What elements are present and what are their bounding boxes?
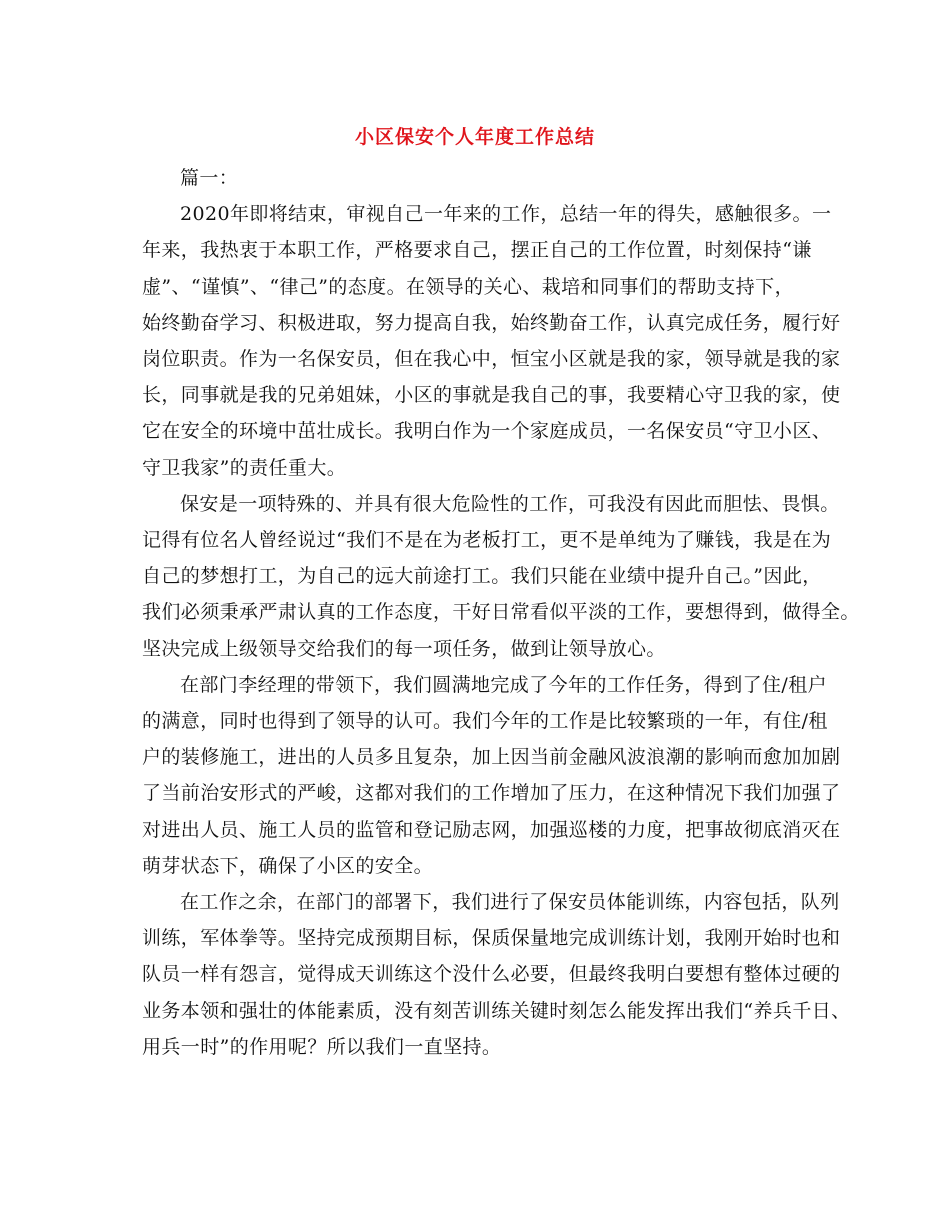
document-body [142, 160, 860, 1065]
paragraph-line: 保安是一项特殊的、并具有很大危险性的工作，可我没有因此而胆怯、畏惧。 [180, 492, 840, 515]
paragraph-4 [142, 884, 851, 1065]
section-heading-text: 篇一： [180, 167, 239, 189]
paragraph-1 [142, 196, 841, 486]
paragraph-line: 它在安全的环境中茁壮成长。我明白作为一个家庭成员，一名保安员“守卫小区、 [142, 420, 832, 443]
paragraph-line: 长，同事就是我的兄弟姐妹，小区的事就是我自己的事，我要精心守卫我的家，使 [142, 384, 841, 407]
paragraph-line: 在工作之余，在部门的部署下，我们进行了保安员体能训练，内容包括，队列 [180, 891, 840, 914]
paragraph-line: 自己的梦想打工，为自己的远大前途打工。我们只能在业绩中提升自己。”因此， [142, 565, 822, 588]
document-title: 小区保安个人年度工作总结 [354, 126, 595, 148]
paragraph-line: 虚”、“谨慎”、“律己”的态度。在领导的关心、栽培和同事们的帮助支持下， [142, 275, 794, 298]
paragraph-line: 业务本领和强壮的体能素质，没有刻苦训练关键时刻怎么能发挥出我们“养兵千日、 [142, 999, 851, 1022]
paragraph-line: 我们必须秉承严肃认真的工作态度，干好日常看似平淡的工作，要想得到，做得全。 [142, 601, 860, 624]
paragraph-line: 守卫我家”的责任重大。 [142, 456, 347, 479]
paragraph-line: 用兵一时”的作用呢？所以我们一直坚持。 [142, 1035, 502, 1058]
paragraph-line: 始终勤奋学习、积极进取，努力提高自我，始终勤奋工作，认真完成任务，履行好 [142, 311, 841, 334]
paragraph-line: 岗位职责。作为一名保安员，但在我心中，恒宝小区就是我的家，领导就是我的家 [142, 348, 841, 371]
paragraph-line: 训练，军体拳等。坚持完成预期目标，保质保量地完成训练计划，我刚开始时也和 [142, 927, 841, 950]
paragraph-line: 年来，我热衷于本职工作，严格要求自己，摆正自己的工作位置，时刻保持“谦 [142, 239, 812, 262]
paragraph-line: 的满意，同时也得到了领导的认可。我们今年的工作是比较繁琐的一年，有住/租 [142, 710, 828, 733]
paragraph-2 [142, 486, 860, 667]
paragraph-line: 记得有位名人曾经说过“我们不是在为老板打工，更不是单纯为了赚钱，我是在为 [142, 529, 832, 552]
paragraph-line: 队员一样有怨言，觉得成天训练这个没什么必要，但最终我明白要想有整体过硬的 [142, 963, 841, 986]
paragraph-line: 坚决完成上级领导交给我们的每一项任务，做到让领导放心。 [142, 637, 666, 660]
paragraph-3 [142, 667, 841, 884]
paragraph-line: 2020年即将结束，审视自己一年来的工作，总结一年的得失，感触很多。一 [180, 203, 832, 226]
paragraph-line: 对进出人员、施工人员的监管和登记励志网，加强巡楼的力度，把事故彻底消灭在 [142, 818, 841, 841]
paragraph-line: 萌芽状态下，确保了小区的安全。 [142, 854, 434, 877]
paragraph-line: 户的装修施工，进出的人员多且复杂，加上因当前金融风波浪潮的影响而愈加加剧 [142, 746, 841, 769]
paragraph-line: 在部门李经理的带领下，我们圆满地完成了今年的工作任务，得到了住/租户 [180, 673, 828, 696]
paragraph-line: 了当前治安形式的严峻，这都对我们的工作增加了压力，在这种情况下我们加强了 [142, 782, 841, 805]
section-heading [142, 160, 814, 196]
